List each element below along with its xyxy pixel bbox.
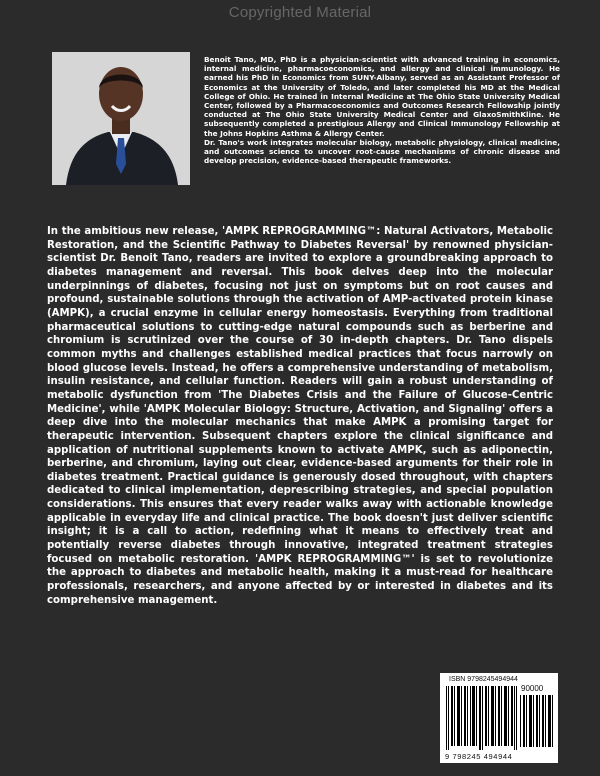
author-bio-paragraph: Dr. Tano's work integrates molecular biology, metabolic physiology, clinical medicine, and outcomes science to uncover root-cause mechanisms of chronic disease and develop precision, evidence-based therapeutic frameworks. <box>204 137 560 166</box>
price-code: 90000 <box>521 684 544 693</box>
author-bio-paragraph: Benoit Tano, MD, PhD is a physician-scientist with advanced training in economics, internal medicine, pharmacoeconomics, and allergy and clinical immunology. He earned his PhD in Economics from SUNY-Albany, served as an Assistant Professor of Economics at the University of Toledo, and later completed his MD at the Medical College of Ohio. He trained in Internal Medicine at The Ohio State University Medical Center, followed by a Pharmacoeconomics and Outcomes Research Fellowship jointly conducted at The Ohio State University Medical Center and GlaxoSmithKline. He subsequently completed a prestigious Allergy and Clinical Immunology Fellowship at the Johns Hopkins Asthma & Allergy Center. <box>204 55 560 138</box>
copyright-watermark: Copyrighted Material <box>228 4 372 21</box>
addon-barcode-bars <box>520 695 553 747</box>
ean-barcode-bars <box>446 686 518 750</box>
author-bio <box>204 55 560 165</box>
book-description: In the ambitious new release, 'AMPK REPROGRAMMING™: Natural Activators, Metabolic Restoration, and the Scientific Pathway to Diabetes Reversal' by renowned physician-scientist Dr. Benoit Tano, readers are invited to explore a groundbreaking approach to diabetes management and reversal. This book delves deep into the molecular underpinnings of diabetes, focusing not just on symptoms but on root causes and profound, sustainable solutions through the activation of AMP-activated protein kinase (AMPK), a crucial enzyme in cellular energy homeostasis. Everything from traditional pharmaceutical solutions to cutting-edge natural compounds such as berberine and chromium is scrutinized over the course of 30 in-depth chapters. Dr. Tano dispels common myths and challenges established medical practices that focus narrowly on blood glucose levels. Instead, he offers a comprehensive understanding of metabolism, insulin resistance, and cellular function. Readers will gain a robust understanding of metabolic dysfunction from 'The Diabetes Crisis and the Failure of Glucose-Centric Medicine', while 'AMPK Molecular Biology: Structure, Activation, and Signaling' offers a deep dive into the molecular mechanics that make AMPK a promising target for therapeutic intervention. Subsequent chapters explore the clinical significance and application of nutritional supplements known to activate AMPK, such as adiponectin, berberine, and chromium, laying out clear, evidence-based arguments for their role in diabetes treatment. Practical guidance is generously dosed throughout, with chapters dedicated to clinical implementation, deprescribing strategies, and special population considerations. This ensures that every reader walks away with actionable knowledge applicable in everyday life and clinical practice. The book doesn't just deliver scientific insight; it is a call to action, redefining what it means to effectively treat and potentially reverse diabetes through innovative, integrated treatment strategies focused on metabolic restoration. 'AMPK REPROGRAMMING™' is set to revolutionize the approach to diabetes and metabolic health, making it a must-read for healthcare professionals, researchers, and anyone affected by or interested in diabetes and its comprehensive management. <box>47 226 553 606</box>
isbn-label: ISBN 9798245494944 <box>449 676 518 683</box>
author-portrait-image <box>52 52 190 185</box>
barcode-digits: 9 798245 494944 <box>445 752 513 761</box>
isbn-barcode <box>440 673 558 763</box>
author-photo <box>52 52 190 185</box>
